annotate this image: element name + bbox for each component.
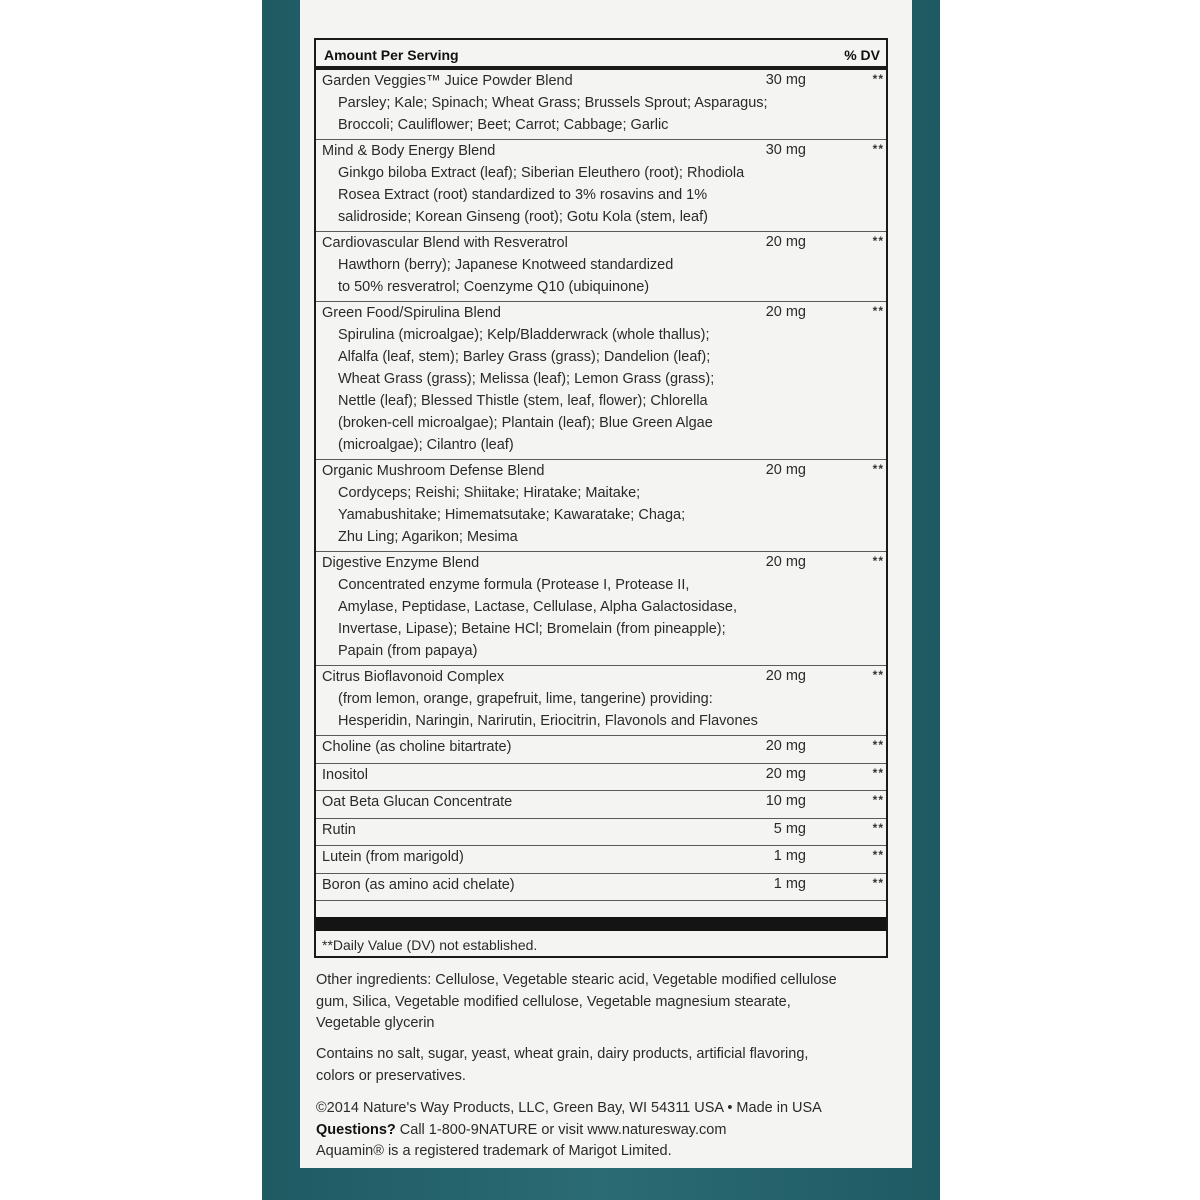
ingredient-description-line: Hawthorn (berry); Japanese Knotweed standardized (338, 257, 674, 273)
ingredient-amount: 1 mg (773, 848, 806, 864)
questions-label: Questions? (316, 1121, 396, 1138)
ingredient-dv: ** (872, 738, 884, 752)
ingredient-dv: ** (872, 234, 884, 248)
ingredient-amount: 30 mg (765, 142, 806, 158)
ingredient-amount: 20 mg (765, 304, 806, 320)
ingredient-description-line: Papain (from papaya) (338, 643, 478, 659)
ingredient-dv: ** (872, 765, 884, 780)
ingredient-description-line: salidroside; Korean Ginseng (root); Gotu Kola (stem, leaf) (338, 209, 708, 225)
ingredient-dv: ** (872, 142, 884, 156)
ingredient-name: Oat Beta Glucan Concentrate (322, 794, 513, 810)
contains-statement (316, 1044, 896, 1087)
ingredient-row (316, 819, 886, 847)
copyright-line: ©2014 Nature's Way Products, LLC, Green Bay, WI 54311 USA • Made in USA (316, 1100, 822, 1116)
ingredient-name: Choline (as choline bitartrate) (322, 739, 512, 755)
ingredient-row (316, 846, 886, 874)
ingredient-description-line: to 50% resveratrol; Coenzyme Q10 (ubiquinone) (338, 279, 650, 295)
ingredient-amount: 20 mg (765, 554, 806, 570)
ingredient-row (316, 232, 886, 302)
ingredient-description-line: Spirulina (microalgae); Kelp/Bladderwrack (whole thallus); (338, 327, 710, 343)
ingredient-row (316, 302, 886, 460)
ingredient-name: Cardiovascular Blend with Resveratrol (322, 235, 568, 251)
ingredient-amount: 20 mg (765, 738, 806, 754)
ingredient-description-line: Hesperidin, Naringin, Narirutin, Eriocitrin, Flavonols and Flavones (338, 713, 758, 729)
ingredient-amount: 30 mg (765, 72, 806, 88)
questions-line (316, 1120, 896, 1142)
ingredient-name: Green Food/Spirulina Blend (322, 305, 501, 321)
ingredient-amount: 20 mg (765, 765, 806, 782)
ingredient-name: Citrus Bioflavonoid Complex (322, 669, 505, 685)
other-ingredients-line: Vegetable glycerin (316, 1015, 435, 1031)
ingredient-description-line: Yamabushitake; Himematsutake; Kawaratake; Chaga; (338, 507, 686, 523)
ingredient-amount: 20 mg (765, 234, 806, 250)
ingredient-dv: ** (872, 668, 884, 682)
ingredient-description-line: Amylase, Peptidase, Lactase, Cellulase, Alpha Galactosidase, (338, 599, 737, 615)
dv-footnote: **Daily Value (DV) not established. (322, 937, 538, 953)
ingredient-dv: ** (872, 462, 884, 476)
ingredient-dv: ** (872, 848, 884, 862)
ingredient-name: Inositol (322, 766, 368, 783)
other-ingredients (316, 970, 896, 1035)
ingredient-description-line: (microalgae); Cilantro (leaf) (338, 437, 514, 453)
ingredient-amount: 10 mg (765, 793, 806, 809)
ingredient-name: Rutin (322, 821, 356, 838)
ingredient-description-line: Rosea Extract (root) standardized to 3% rosavins and 1% (338, 187, 708, 203)
ingredient-description (338, 574, 778, 662)
ingredient-row (316, 552, 886, 666)
ingredient-dv: ** (872, 875, 884, 890)
ingredient-amount: 5 mg (773, 820, 806, 837)
daily-value-heading: % DV (844, 47, 880, 63)
ingredient-amount: 20 mg (765, 462, 806, 478)
ingredient-description-line: (broken-cell microalgae); Plantain (leaf); Blue Green Algae (338, 415, 713, 431)
ingredient-description-line: Invertase, Lipase); Betaine HCl; Bromelain (from pineapple); (338, 621, 726, 637)
ingredient-row (316, 666, 886, 736)
ingredient-dv: ** (872, 304, 884, 318)
trademark-line: Aquamin® is a registered trademark of Marigot Limited. (316, 1143, 672, 1159)
ingredient-description-line: Alfalfa (leaf, stem); Barley Grass (grass); Dandelion (leaf); (338, 349, 711, 365)
other-ingredients-line: gum, Silica, Vegetable modified cellulose, Vegetable magnesium stearate, (316, 993, 791, 1010)
ingredient-description-line: Nettle (leaf); Blessed Thistle (stem, leaf, flower); Chlorella (338, 393, 708, 409)
ingredient-description-line: Ginkgo biloba Extract (leaf); Siberian Eleuthero (root); Rhodiola (338, 165, 745, 181)
ingredient-name: Digestive Enzyme Blend (322, 555, 480, 571)
ingredient-name: Boron (as amino acid chelate) (322, 876, 515, 893)
ingredient-row (316, 764, 886, 792)
ingredient-description (338, 482, 778, 548)
ingredient-name: Organic Mushroom Defense Blend (322, 463, 545, 479)
ingredient-description (338, 254, 778, 298)
company-info (316, 1098, 896, 1163)
ingredient-dv: ** (872, 820, 884, 835)
contains-line: colors or preservatives. (316, 1067, 466, 1084)
ingredient-amount: 20 mg (765, 668, 806, 684)
ingredient-dv: ** (872, 554, 884, 568)
questions-text: Call 1-800-9NATURE or visit www.naturesway.com (395, 1121, 727, 1138)
supplement-facts-panel (314, 38, 888, 958)
ingredient-description-line: Wheat Grass (grass); Melissa (leaf); Lemon Grass (grass); (338, 371, 715, 387)
ingredient-description-line: Broccoli; Cauliflower; Beet; Carrot; Cabbage; Garlic (338, 117, 669, 133)
ingredient-description-line: Concentrated enzyme formula (Protease I, Protease II, (338, 577, 690, 593)
ingredient-description (338, 162, 778, 228)
ingredient-description-line: (from lemon, orange, grapefruit, lime, tangerine) providing: (338, 691, 713, 707)
amount-per-serving-heading: Amount Per Serving (324, 47, 459, 63)
ingredient-name: Mind & Body Energy Blend (322, 143, 496, 159)
ingredient-name: Garden Veggies™ Juice Powder Blend (322, 73, 573, 89)
ingredient-row (316, 460, 886, 552)
ingredient-row (316, 736, 886, 764)
ingredient-row (316, 70, 886, 140)
ingredient-dv: ** (872, 72, 884, 86)
ingredient-description-line: Zhu Ling; Agarikon; Mesima (338, 529, 518, 545)
ingredient-amount: 1 mg (773, 875, 806, 892)
thick-rule (316, 917, 886, 931)
ingredient-row (316, 791, 886, 819)
ingredient-row (316, 874, 886, 902)
ingredient-description-line: Parsley; Kale; Spinach; Wheat Grass; Brussels Sprout; Asparagus; (338, 95, 768, 111)
ingredient-dv: ** (872, 793, 884, 807)
facts-header (316, 40, 886, 70)
ingredient-row (316, 140, 886, 232)
ingredient-description-line: Cordyceps; Reishi; Shiitake; Hiratake; Maitake; (338, 485, 641, 501)
ingredient-name: Lutein (from marigold) (322, 849, 464, 865)
ingredient-description (338, 324, 778, 456)
other-ingredients-line: Other ingredients: Cellulose, Vegetable stearic acid, Vegetable modified cellulose (316, 972, 837, 988)
contains-line: Contains no salt, sugar, yeast, wheat grain, dairy products, artificial flavoring, (316, 1046, 809, 1062)
ingredient-description (338, 92, 778, 136)
supplement-label (300, 0, 912, 1168)
ingredient-description (338, 688, 778, 732)
